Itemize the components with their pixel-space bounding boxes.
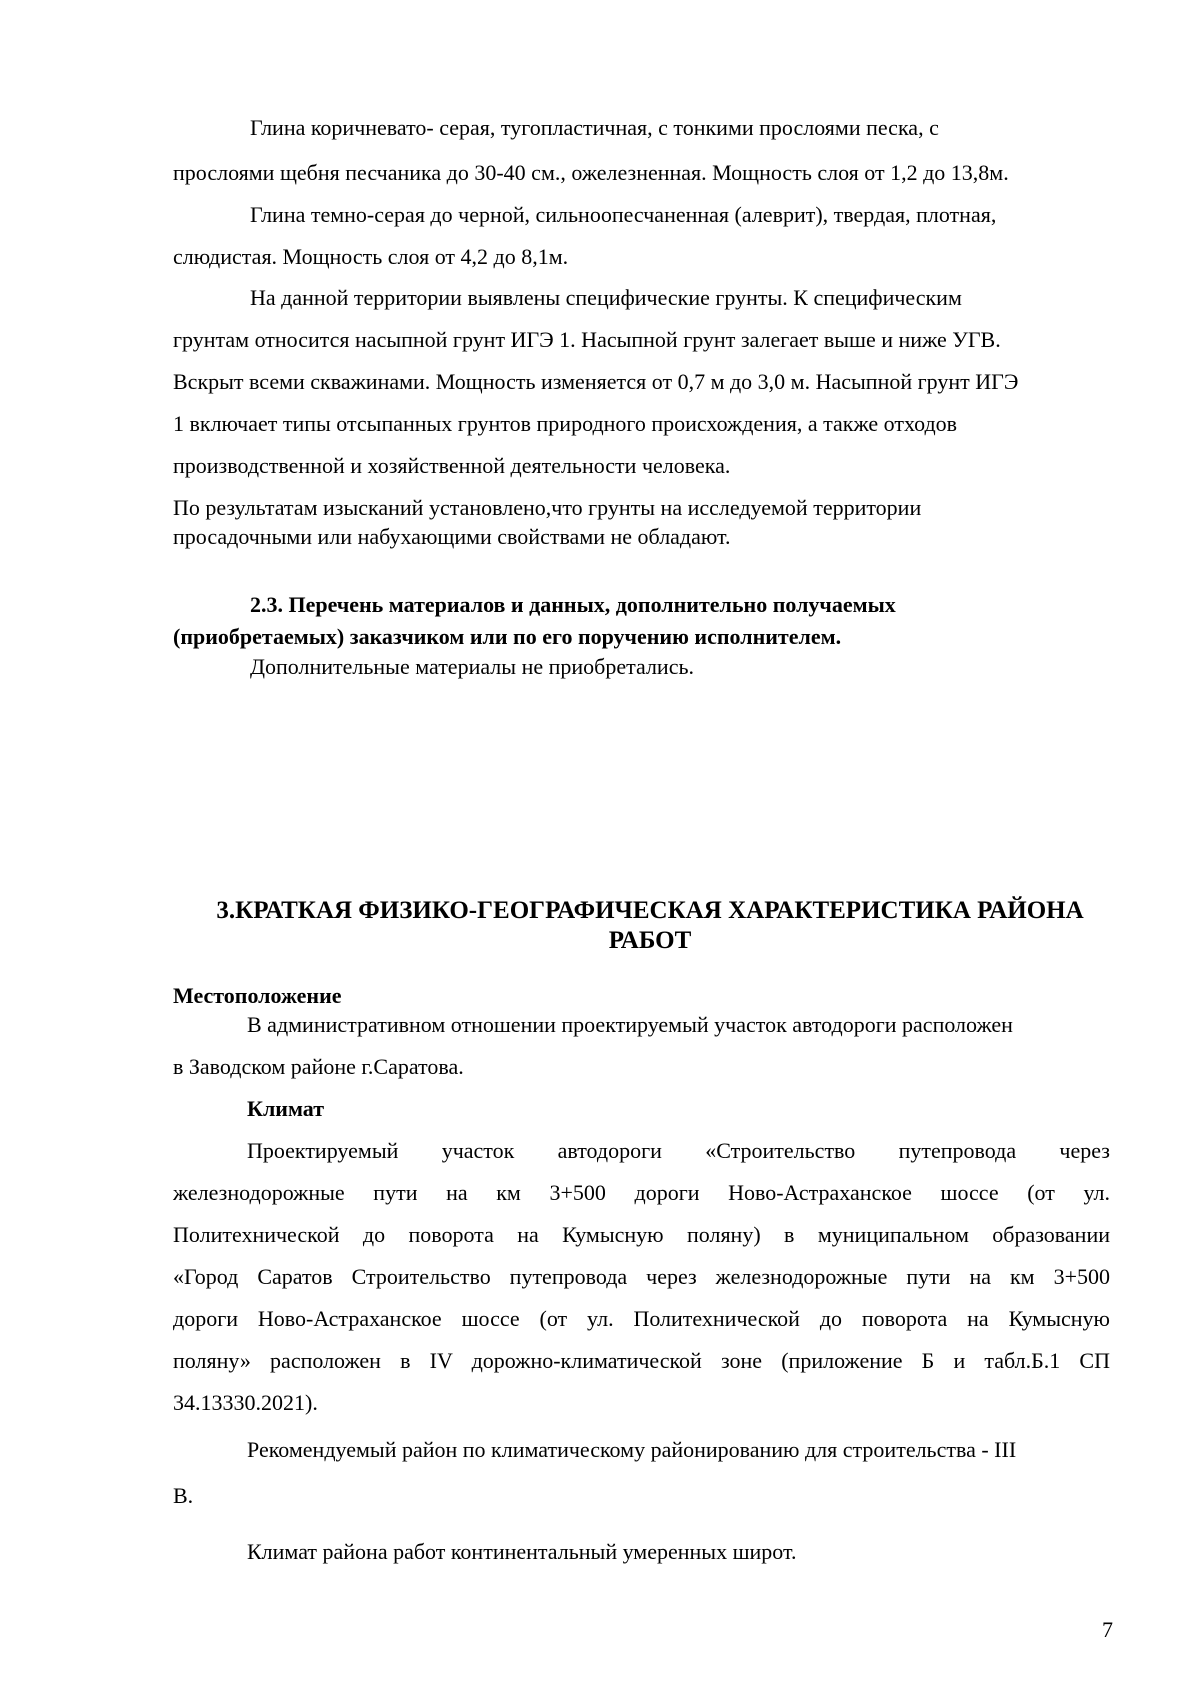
- climate-continental: Климат района работ континентальный умеренных широт.: [247, 1539, 797, 1564]
- para4-line2: просадочными или набухающими свойствами не обладают.: [173, 524, 731, 549]
- climate-line2: железнодорожные пути на км 3+500 дороги Ново-Астраханское шоссе (от ул.: [173, 1180, 1110, 1205]
- climate-line5: дороги Ново-Астраханское шоссе (от ул. Политехнической до поворота на Кумысную: [173, 1306, 1110, 1331]
- climate-recommended-line1: Рекомендуемый район по климатическому районированию для строительства - III: [247, 1437, 1017, 1462]
- section-2-3-title-line2: (приобретаемых) заказчиком или по его поручению исполнителем.: [173, 624, 842, 649]
- page-number: 7: [1102, 1617, 1113, 1642]
- para3-line5: производственной и хозяйственной деятельности человека.: [173, 453, 731, 478]
- para3-line2: грунтам относится насыпной грунт ИГЭ 1. Насыпной грунт залегает выше и ниже УГВ.: [173, 327, 1001, 352]
- climate-line3: Политехнической до поворота на Кумысную поляну) в муниципальном образовании: [173, 1222, 1110, 1247]
- location-line2: в Заводском районе г.Саратова.: [173, 1054, 464, 1079]
- section-3-title-line1: 3.КРАТКАЯ ФИЗИКО-ГЕОГРАФИЧЕСКАЯ ХАРАКТЕРИСТИКА РАЙОНА: [216, 897, 1084, 924]
- climate-heading: Климат: [247, 1096, 325, 1121]
- location-heading: Местоположение: [173, 983, 342, 1008]
- climate-recommended-line2: В.: [173, 1483, 194, 1508]
- para4-line1: По результатам изысканий установлено,что грунты на исследуемой территории: [173, 495, 922, 520]
- para3-line3: Вскрыт всеми скважинами. Мощность изменяется от 0,7 м до 3,0 м. Насыпной грунт ИГЭ: [173, 369, 1019, 394]
- para1-line1: Глина коричневато- серая, тугопластичная, с тонкими прослоями песка, с: [250, 115, 939, 140]
- para2-line1: Глина темно-серая до черной, сильноопесчаненная (алеврит), твердая, плотная,: [250, 202, 997, 227]
- climate-line6: поляну» расположен в IV дорожно-климатической зоне (приложение Б и табл.Б.1 СП: [173, 1348, 1110, 1373]
- para1-line2: прослоями щебня песчаника до 30-40 см., ожелезненная. Мощность слоя от 1,2 до 13,8м.: [173, 160, 1009, 185]
- section-3-title-line2: РАБОТ: [608, 927, 692, 954]
- climate-line7: 34.13330.2021).: [173, 1390, 318, 1415]
- climate-line4: «Город Саратов Строительство путепровода через железнодорожные пути на км 3+500: [173, 1264, 1110, 1289]
- location-line1: В административном отношении проектируемый участок автодороги расположен: [247, 1012, 1013, 1037]
- para2-line2: слюдистая. Мощность слоя от 4,2 до 8,1м.: [173, 244, 569, 269]
- section-2-3-title-line1: 2.3. Перечень материалов и данных, дополнительно получаемых: [250, 592, 896, 617]
- section-2-3-body: Дополнительные материалы не приобретались.: [250, 654, 694, 679]
- para3-line1: На данной территории выявлены специфические грунты. К специфическим: [250, 285, 962, 310]
- para3-line4: 1 включает типы отсыпанных грунтов природного происхождения, а также отходов: [173, 411, 958, 436]
- climate-line1: Проектируемый участок автодороги «Строительство путепровода через: [247, 1138, 1110, 1163]
